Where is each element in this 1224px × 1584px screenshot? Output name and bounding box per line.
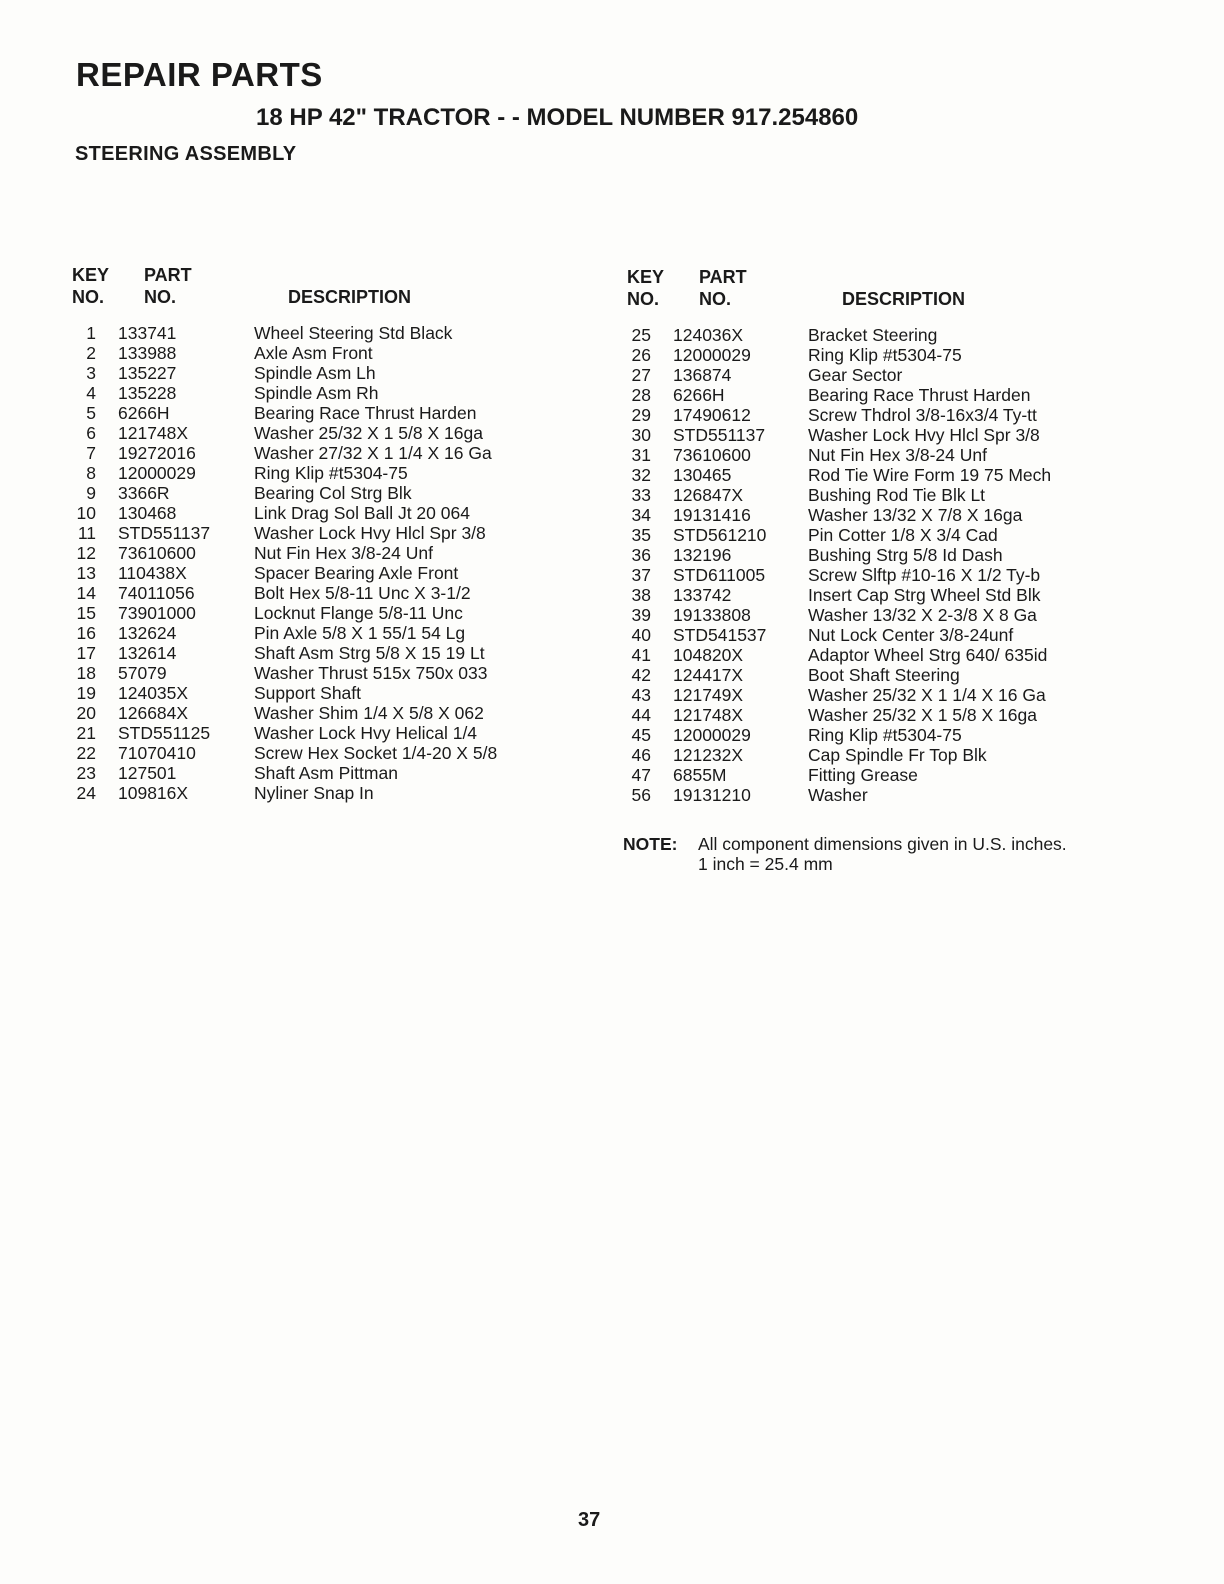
- part-no: 121232X: [673, 745, 744, 765]
- key-no: 16: [76, 623, 96, 643]
- part-no: 3366R: [118, 483, 170, 503]
- key-header-line2: NO.: [627, 289, 660, 309]
- page-number: 37: [578, 1509, 601, 1531]
- part-no: 133988: [118, 343, 177, 363]
- part-description: Rod Tie Wire Form 19 75 Mech: [808, 465, 1052, 485]
- part-description: Insert Cap Strg Wheel Std Blk: [808, 585, 1041, 605]
- part-description: Cap Spindle Fr Top Blk: [808, 745, 987, 765]
- part-description: Bearing Race Thrust Harden: [254, 403, 477, 423]
- part-description: Washer Lock Hvy Helical 1/4: [254, 723, 478, 743]
- part-description: Washer 27/32 X 1 1/4 X 16 Ga: [254, 443, 492, 463]
- part-description: Ring Klip #t5304-75: [808, 725, 962, 745]
- key-no: 13: [76, 563, 96, 583]
- part-no: 104820X: [673, 645, 744, 665]
- part-description: Washer 13/32 X 2-3/8 X 8 Ga: [808, 605, 1037, 625]
- part-header-line1: PART: [144, 265, 192, 285]
- key-no: 56: [631, 785, 651, 805]
- part-description: Spindle Asm Lh: [254, 363, 376, 383]
- key-no: 47: [631, 765, 651, 785]
- part-no: 133741: [118, 323, 177, 343]
- part-description: Spacer Bearing Axle Front: [254, 563, 459, 583]
- key-no: 26: [631, 345, 651, 365]
- key-no: 20: [76, 703, 96, 723]
- key-no: 8: [86, 463, 96, 483]
- part-no: 126847X: [673, 485, 744, 505]
- description-header: DESCRIPTION: [288, 287, 412, 307]
- note: [623, 834, 1067, 874]
- key-no: 42: [631, 665, 651, 685]
- description-header: DESCRIPTION: [842, 289, 966, 309]
- key-header-line2: NO.: [72, 287, 105, 307]
- part-description: Adaptor Wheel Strg 640/ 635id: [808, 645, 1048, 665]
- part-no: 110438X: [118, 563, 187, 583]
- key-no: 43: [631, 685, 651, 705]
- key-no: 6: [86, 423, 96, 443]
- part-description: Bushing Rod Tie Blk Lt: [808, 485, 986, 505]
- key-no: 30: [631, 425, 651, 445]
- key-no: 19: [76, 683, 96, 703]
- part-description: Washer 25/32 X 1 5/8 X 16ga: [254, 423, 483, 443]
- key-no: 7: [86, 443, 96, 463]
- part-no: 124035X: [118, 683, 189, 703]
- part-no: 6266H: [118, 403, 170, 423]
- part-description: Shaft Asm Strg 5/8 X 15 19 Lt: [254, 643, 485, 663]
- part-no: 12000029: [673, 345, 751, 365]
- part-no: 135227: [118, 363, 177, 383]
- part-description: Axle Asm Front: [254, 343, 373, 363]
- key-no: 23: [76, 763, 96, 783]
- part-no: 73901000: [118, 603, 196, 623]
- part-no: 74011056: [118, 583, 195, 603]
- part-description: Bracket Steering: [808, 325, 938, 345]
- part-no: 109816X: [118, 783, 189, 803]
- part-no: 136874: [673, 365, 732, 385]
- part-description: Washer 25/32 X 1 1/4 X 16 Ga: [808, 685, 1046, 705]
- part-description: Ring Klip #t5304-75: [808, 345, 962, 365]
- part-description: Ring Klip #t5304-75: [254, 463, 408, 483]
- part-description: Washer Thrust 515x 750x 033: [254, 663, 488, 683]
- part-no: STD551125: [118, 723, 211, 743]
- part-no: 121749X: [673, 685, 744, 705]
- part-no: 132196: [673, 545, 732, 565]
- key-no: 44: [631, 705, 651, 725]
- part-description: Pin Axle 5/8 X 1 55/1 54 Lg: [254, 623, 466, 643]
- key-no: 40: [631, 625, 651, 645]
- key-no: 27: [631, 365, 651, 385]
- part-no: 12000029: [673, 725, 751, 745]
- key-no: 31: [631, 445, 651, 465]
- part-header-line2: NO.: [699, 289, 732, 309]
- part-description: Washer Shim 1/4 X 5/8 X 062: [254, 703, 484, 723]
- part-description: Bolt Hex 5/8-11 Unc X 3-1/2: [254, 583, 471, 603]
- key-header-line1: KEY: [627, 267, 665, 287]
- part-description: Pin Cotter 1/8 X 3/4 Cad: [808, 525, 998, 545]
- key-no: 29: [631, 405, 651, 425]
- key-no: 41: [631, 645, 651, 665]
- part-description: Support Shaft: [254, 683, 362, 703]
- part-description: Screw Slftp #10-16 X 1/2 Ty-b: [808, 565, 1041, 585]
- page-title: REPAIR PARTS: [76, 56, 323, 93]
- part-description: Nut Fin Hex 3/8-24 Unf: [808, 445, 987, 465]
- part-no: 73610600: [673, 445, 751, 465]
- key-no: 10: [76, 503, 96, 523]
- part-description: Washer Lock Hvy Hlcl Spr 3/8: [808, 425, 1040, 445]
- key-no: 32: [631, 465, 651, 485]
- key-no: 5: [86, 403, 96, 423]
- key-no: 2: [86, 343, 96, 363]
- part-description: Wheel Steering Std Black: [254, 323, 453, 343]
- part-description: Screw Hex Socket 1/4-20 X 5/8: [254, 743, 498, 763]
- section-heading: STEERING ASSEMBLY: [75, 143, 297, 165]
- part-description: Washer 13/32 X 7/8 X 16ga: [808, 505, 1023, 525]
- key-no: 9: [86, 483, 96, 503]
- key-no: 46: [631, 745, 651, 765]
- part-description: Bearing Race Thrust Harden: [808, 385, 1031, 405]
- part-no: 17490612: [673, 405, 751, 425]
- part-no: 121748X: [673, 705, 744, 725]
- part-no: 71070410: [118, 743, 196, 763]
- part-description: Shaft Asm Pittman: [254, 763, 398, 783]
- part-no: 124036X: [673, 325, 744, 345]
- part-no: 132614: [118, 643, 177, 663]
- note-line1: All component dimensions given in U.S. inches.: [698, 834, 1067, 854]
- key-no: 11: [77, 523, 96, 543]
- part-no: STD551137: [118, 523, 211, 543]
- part-description: Spindle Asm Rh: [254, 383, 379, 403]
- key-no: 3: [86, 363, 96, 383]
- model-subtitle: 18 HP 42" TRACTOR - - MODEL NUMBER 917.254860: [256, 104, 859, 131]
- key-no: 17: [76, 643, 96, 663]
- part-description: Washer: [808, 785, 868, 805]
- key-no: 34: [631, 505, 651, 525]
- key-no: 18: [76, 663, 96, 683]
- part-no: 73610600: [118, 543, 196, 563]
- part-description: Link Drag Sol Ball Jt 20 064: [254, 503, 470, 523]
- part-no: 19133808: [673, 605, 751, 625]
- part-no: 19272016: [118, 443, 196, 463]
- key-no: 14: [76, 583, 96, 603]
- part-no: 130465: [673, 465, 732, 485]
- part-no: 135228: [118, 383, 177, 403]
- part-no: 6266H: [673, 385, 725, 405]
- part-no: 133742: [673, 585, 732, 605]
- key-no: 28: [631, 385, 651, 405]
- part-description: Bushing Strg 5/8 Id Dash: [808, 545, 1003, 565]
- key-no: 22: [76, 743, 96, 763]
- part-no: STD611005: [673, 565, 766, 585]
- part-no: 6855M: [673, 765, 727, 785]
- part-description: Screw Thdrol 3/8-16x3/4 Ty-tt: [808, 405, 1037, 425]
- part-description: Boot Shaft Steering: [808, 665, 960, 685]
- part-description: Bearing Col Strg Blk: [254, 483, 412, 503]
- part-description: Washer 25/32 X 1 5/8 X 16ga: [808, 705, 1037, 725]
- part-description: Nut Fin Hex 3/8-24 Unf: [254, 543, 433, 563]
- key-no: 25: [631, 325, 651, 345]
- key-no: 21: [76, 723, 96, 743]
- key-no: 39: [631, 605, 651, 625]
- part-no: 12000029: [118, 463, 196, 483]
- part-no: 124417X: [673, 665, 744, 685]
- note-label: NOTE:: [623, 834, 678, 854]
- part-header-line2: NO.: [144, 287, 177, 307]
- part-description: Nyliner Snap In: [254, 783, 374, 803]
- key-header-line1: KEY: [72, 265, 110, 285]
- part-no: 132624: [118, 623, 177, 643]
- part-no: STD561210: [673, 525, 767, 545]
- key-no: 38: [631, 585, 651, 605]
- part-no: 126684X: [118, 703, 189, 723]
- part-description: Nut Lock Center 3/8-24unf: [808, 625, 1014, 645]
- note-line2: 1 inch = 25.4 mm: [698, 854, 833, 874]
- part-no: STD541537: [673, 625, 767, 645]
- key-no: 15: [76, 603, 96, 623]
- part-no: 130468: [118, 503, 177, 523]
- part-no: 57079: [118, 663, 167, 683]
- key-no: 36: [631, 545, 651, 565]
- key-no: 4: [86, 383, 96, 403]
- key-no: 1: [86, 323, 96, 343]
- part-header-line1: PART: [699, 267, 747, 287]
- part-description: Fitting Grease: [808, 765, 918, 785]
- key-no: 35: [631, 525, 651, 545]
- key-no: 24: [76, 783, 96, 803]
- part-no: 121748X: [118, 423, 189, 443]
- key-no: 12: [76, 543, 96, 563]
- part-description: Washer Lock Hvy Hlcl Spr 3/8: [254, 523, 486, 543]
- part-no: 19131210: [673, 785, 751, 805]
- part-description: Locknut Flange 5/8-11 Unc: [254, 603, 463, 623]
- key-no: 33: [631, 485, 651, 505]
- part-no: 127501: [118, 763, 177, 783]
- part-no: 19131416: [673, 505, 751, 525]
- part-no: STD551137: [673, 425, 766, 445]
- part-description: Gear Sector: [808, 365, 903, 385]
- key-no: 37: [631, 565, 651, 585]
- key-no: 45: [631, 725, 651, 745]
